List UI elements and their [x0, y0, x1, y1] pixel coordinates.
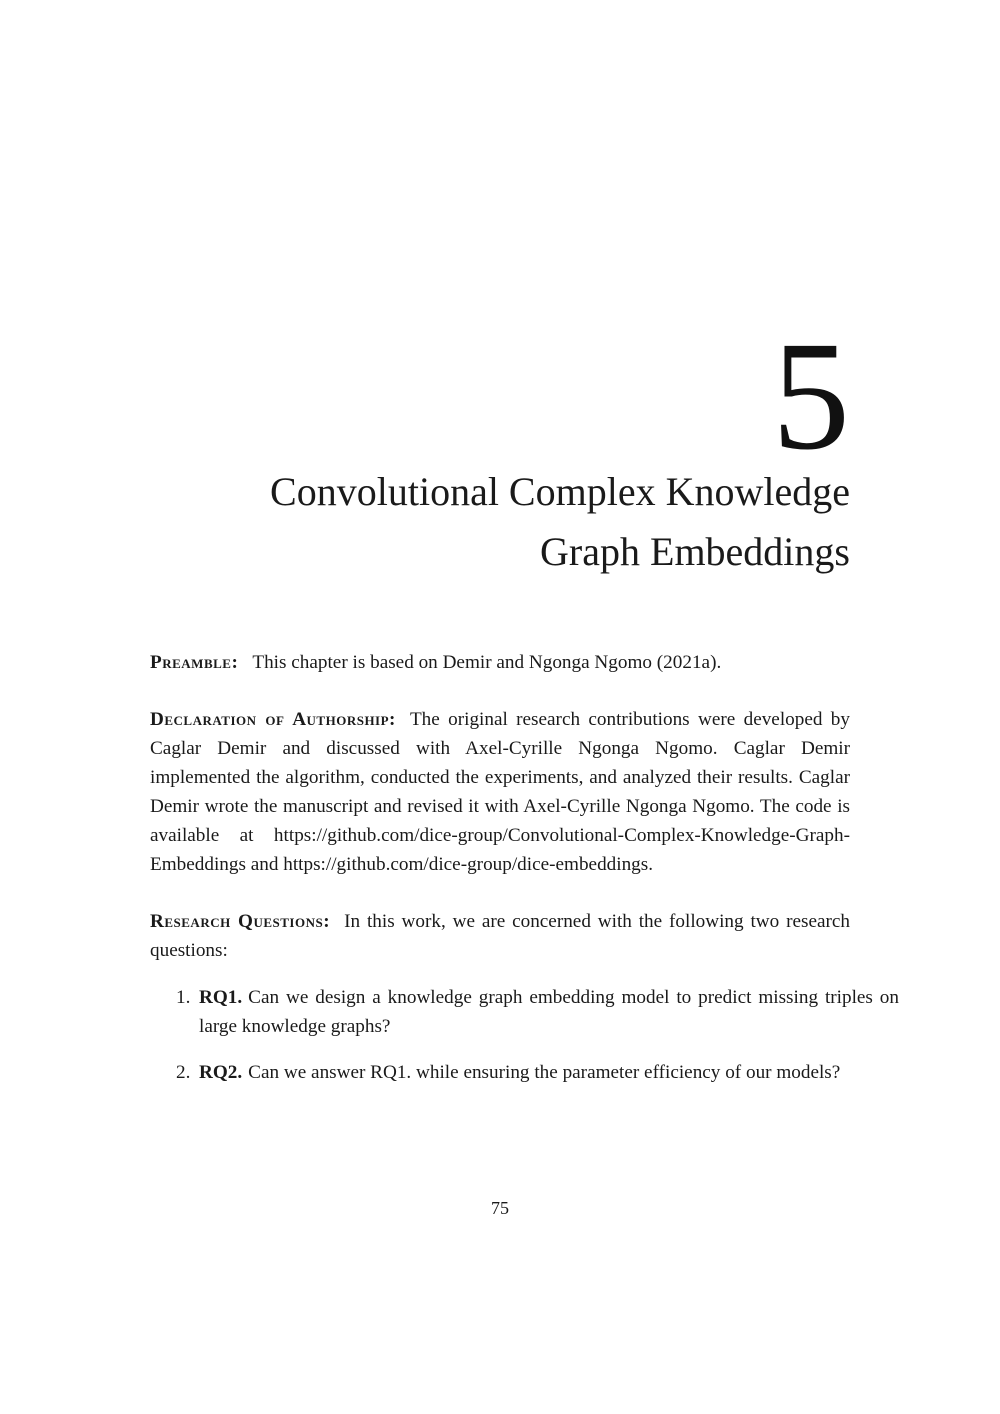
chapter-title-line-2: Graph Embeddings — [540, 529, 850, 574]
list-item-number: 1. — [176, 987, 191, 1008]
list-item-number: 2. — [176, 1062, 191, 1083]
declaration-label: Declaration of Authorship: — [150, 709, 396, 730]
research-questions-paragraph — [150, 907, 850, 965]
rq-text: Can we design a knowledge graph embedding model to predict missing triples on large knowledge graphs? — [199, 987, 899, 1037]
research-questions-label: Research Questions: — [150, 911, 331, 932]
rq-id: RQ1. — [199, 987, 243, 1008]
list-item — [150, 1058, 899, 1087]
research-questions-intro: In this work, we are concerned with the following two research questions: — [150, 911, 850, 961]
chapter-number: 5 — [772, 309, 850, 482]
list-item — [150, 983, 899, 1041]
chapter-title — [150, 462, 850, 582]
declaration-text: The original research contributions were developed by Caglar Demir and discussed with Axel-Cyrille Ngonga Ngomo. Caglar Demir implemented the algorithm, conducted the experiments, and analyzed their results. Caglar Demir wrote the manuscript and revised it with Axel-Cyrille Ngonga Ngomo. The code is available at https://github.com/dice-group/Convolutional-Complex-Knowledge-Graph-Embeddings and https://github.com/dice-group/dice-embeddings. — [150, 709, 850, 875]
page-number: 75 — [491, 1198, 509, 1218]
declaration-paragraph — [150, 705, 850, 879]
preamble-label: Preamble: — [150, 652, 239, 673]
preamble-text: This chapter is based on Demir and Ngonga Ngomo (2021a). — [252, 652, 722, 673]
rq-id: RQ2. — [199, 1062, 243, 1083]
rq-text: Can we answer RQ1. while ensuring the parameter efficiency of our models? — [248, 1062, 841, 1083]
chapter-title-line-1: Convolutional Complex Knowledge — [270, 469, 850, 514]
preamble-paragraph — [150, 648, 850, 677]
